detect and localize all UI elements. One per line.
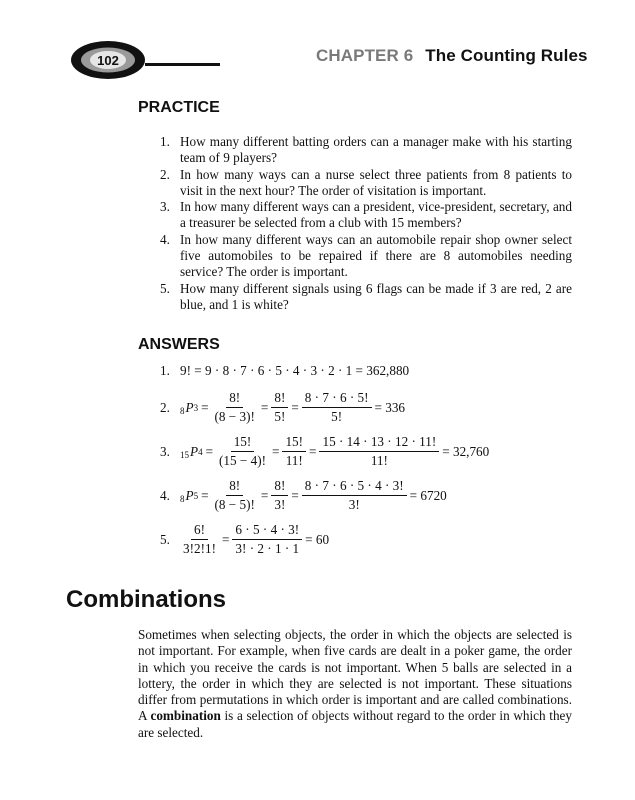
practice-item: 3. In how many different ways can a president, vice-president, secretary, and a treasurer be selected from a club with 15 members? (160, 199, 572, 231)
page-number: 102 (97, 53, 119, 68)
running-header (316, 46, 588, 66)
practice-item: 4. In how many different ways can an automobile repair shop owner select five automobiles to be repaired if there are 8 automobiles needing service? The order is important. (160, 231, 572, 280)
answers-heading: ANSWERS (138, 336, 220, 353)
term-combination: combination (150, 708, 221, 724)
answer-5: 5. $\frac{6!}{3!2!1!}$ = $\frac{6 \cdot 5 \cdot 4 \cdot 3!}{3! \cdot 2 \cdot 1 \cdot 1}$ = 60 (160, 522, 330, 556)
answer-1: 1. 9! = 9 · 8 · 7 · 6 · 5 · 4 · 3 · 2 · 1 = 362,880 (160, 363, 410, 378)
practice-list (160, 134, 572, 313)
section-title: Combinations (66, 586, 226, 613)
answer-4: 4. 8 P 5 = $\frac{8!}{(8 - 5)!}$ = $\frac{8!}{3!}$ = $\frac{8 \cdot 7 \cdot 6 \cdot 5 \cdot 4 \cdot 3!}{3!}$ = 6720 (160, 478, 447, 512)
combinations-paragraph: Sometimes when selecting objects, the order in which the objects are selected is not important. For example, when five cards are dealt in a poker game, the order in which you receive the cards is not important. When 5 balls are selected in a lottery, the order in which they are selected is not important. These situations differ from permutations in which order is important and are called combinations. A combination is a selection of objects without regard to the order in which they are selected. (138, 627, 572, 740)
practice-item: 5. How many different signals using 6 flags can be made if 3 are red, 2 are blue, and 1 is white? (160, 280, 572, 312)
answer-1-expression: 9! = 9 · 8 · 7 · 6 · 5 · 4 · 3 · 2 · 1 = 362,880 (180, 363, 410, 378)
header-rule (145, 63, 220, 66)
chapter-title: The Counting Rules (425, 46, 588, 65)
practice-item: 2. In how many ways can a nurse select three patients from 8 patients to visit in the next hour? The order of visitation is important. (160, 166, 572, 198)
practice-heading: PRACTICE (138, 99, 220, 116)
answer-2: 2. 8 P 3 = $\frac{8!}{(8 - 3)!}$ = $\frac{8!}{5!}$ = $\frac{8 \cdot 7 \cdot 6 \cdot 5!}{5!}$ = 336 (160, 390, 406, 424)
chapter-label: CHAPTER 6 (316, 46, 414, 65)
answer-3: 3. 15 P 4 = $\frac{15!}{(15 - 4)!}$ = $\frac{15!}{11!}$ = $\frac{15 \cdot 14 \cdot 13 \cdot 12 \cdot 11!}{11!}$ = 32,760 (160, 434, 490, 468)
practice-item: 1. How many different batting orders can a manager make with his starting team of 9 players? (160, 134, 572, 166)
page-number-badge (70, 40, 150, 80)
